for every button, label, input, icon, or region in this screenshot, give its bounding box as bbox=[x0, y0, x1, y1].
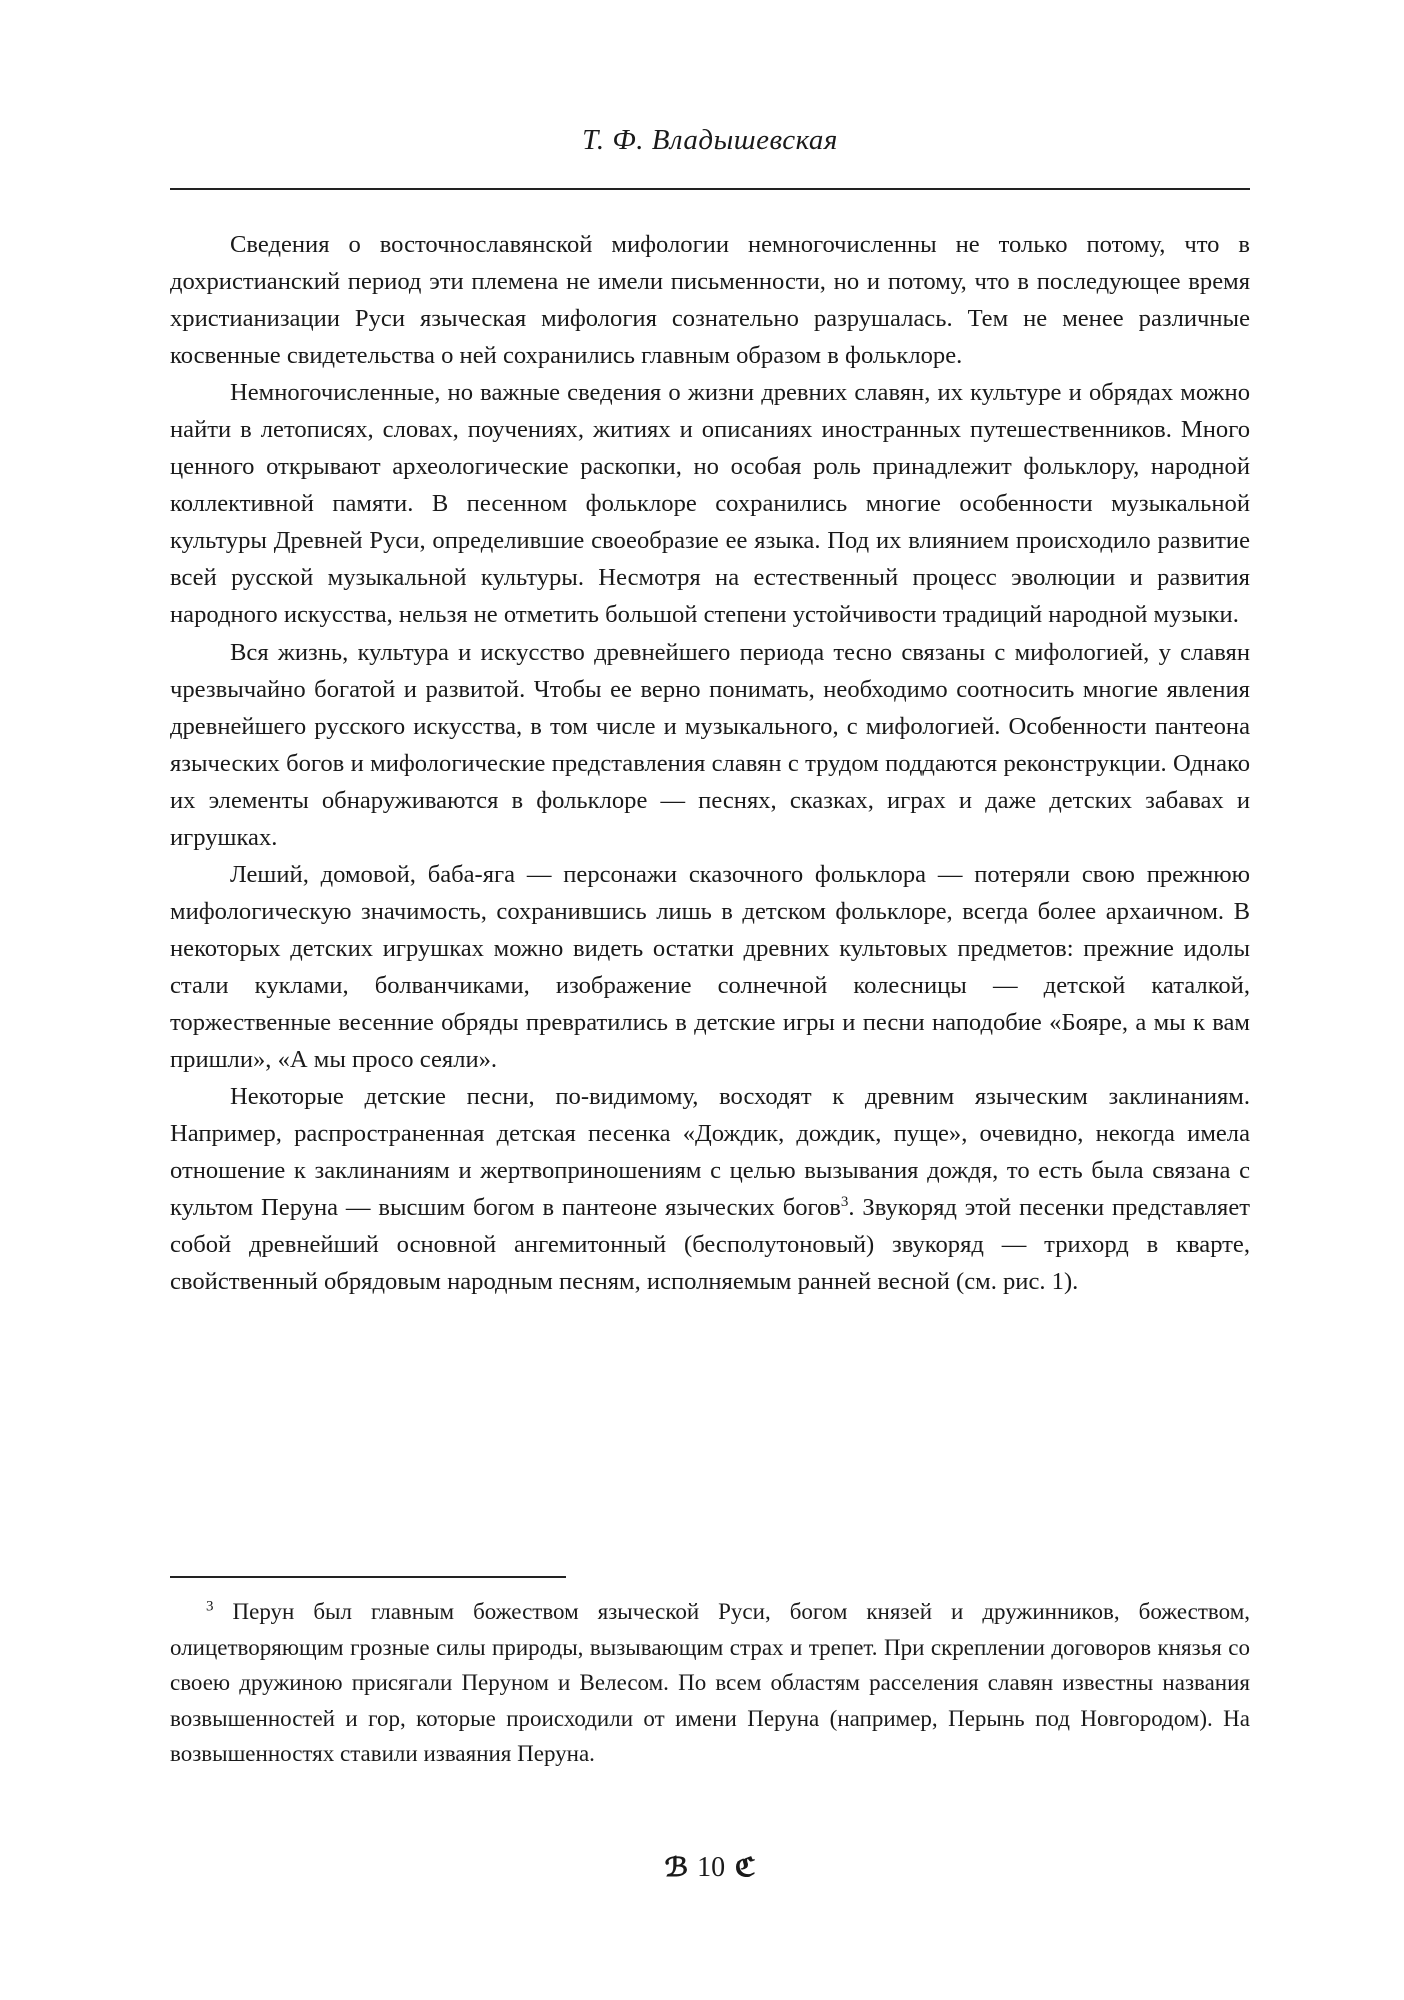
main-text bbox=[170, 226, 1250, 1300]
footnote bbox=[170, 1594, 1250, 1772]
page-folio bbox=[170, 1852, 1250, 1884]
paragraph-5 bbox=[170, 1078, 1250, 1300]
footnote-text: Перун был главным божеством языческой Руси, богом князей и дружинников, божеством, олицетворяющим грозные силы природы, вызывающим страх и трепет. При скреплении договоров князья со своею дружиною присягали Перуном и Велесом. По всем областям расселения славян известны названия возвышенностей и гор, которые происходили от имени Перуна (например, Перынь под Новгородом). На возвышенностях ставили изваяния Перуна. bbox=[170, 1599, 1250, 1767]
running-head: Т. Ф. Владышевская bbox=[582, 124, 838, 156]
footnote-paragraph bbox=[170, 1594, 1250, 1772]
ornament-left-icon: ℬ bbox=[664, 1853, 688, 1882]
ornament-right-icon: ℭ bbox=[734, 1853, 756, 1882]
footnote-reference: 3 bbox=[840, 1194, 849, 1211]
paragraph-1: Сведения о восточнославянской мифологии немногочисленны не только потому, что в дохристианский период эти племена не имели письменности, но и потому, что в последующее время христианизации Руси языческая мифология сознательно разрушалась. Тем не менее различные косвенные свидетельства о ней сохранились главным образом в фольклоре. bbox=[170, 231, 1250, 370]
paragraph-5-part-1: Некоторые детские песни, по-видимому, восходят к древним языческим заклинаниям. Например, распространенная детская песенка «Дождик, дождик, пуще», очевидно, некогда имела отношение к заклинаниям и жертвоприношениям с целью вызывания дождя, то есть была связана с культом Перуна — высшим богом в пантеоне языческих богов bbox=[170, 1083, 1250, 1222]
paragraph-3: Вся жизнь, культура и искусство древнейшего периода тесно связаны с мифологией, у славян чрезвычайно богатой и развитой. Чтобы ее верно понимать, необходимо соотносить многие явления древнейшего русского искусства, в том числе и музыкального, с мифологией. Особенности пантеона языческих богов и мифологические представления славян с трудом поддаются реконструкции. Однако их элементы обнаруживаются в фольклоре — песнях, сказках, играх и даже детских забавах и игрушках. bbox=[170, 638, 1250, 851]
paragraph-2: Немногочисленные, но важные сведения о жизни древних славян, их культуре и обрядах можно найти в летописях, словах, поучениях, житиях и описаниях иностранных путешественников. Много ценного открывают археологические раскопки, но особая роль принадлежит фольклору, народной коллективной памяти. В песенном фольклоре сохранились многие особенности музыкальной культуры Древней Руси, определившие своеобразие ее языка. Под их влиянием происходило развитие всей русской музыкальной культуры. Несмотря на естественный процесс эволюции и развития народного искусства, нельзя не отметить большой степени устойчивости традиций народной музыки. bbox=[170, 379, 1250, 629]
header-rule bbox=[170, 188, 1250, 190]
paragraph-4: Леший, домовой, баба-яга — персонажи сказочного фольклора — потеряли свою прежнюю мифологическую значимость, сохранившись лишь в детском фольклоре, всегда более архаичном. В некоторых детских игрушках можно видеть остатки древних культовых предметов: прежние идолы стали куклами, болванчиками, изображение солнечной колесницы — детской каталкой, торжественные весенние обряды превратились в детские игры и песни наподобие «Бояре, а мы к вам пришли», «А мы просо сеяли». bbox=[170, 860, 1250, 1074]
footnote-rule bbox=[170, 1576, 566, 1578]
page-number: 10 bbox=[697, 1852, 726, 1883]
footnote-mark: 3 bbox=[206, 1598, 214, 1615]
paragraph-5-part-2: . Звукоряд этой песенки представляет собой древнейший основной ангемитонный (бесполутоновый) звукоряд — трихорд в кварте, свойственный обрядовым народным песням, исполняемым ранней весной (см. рис. 1). bbox=[170, 1194, 1251, 1296]
